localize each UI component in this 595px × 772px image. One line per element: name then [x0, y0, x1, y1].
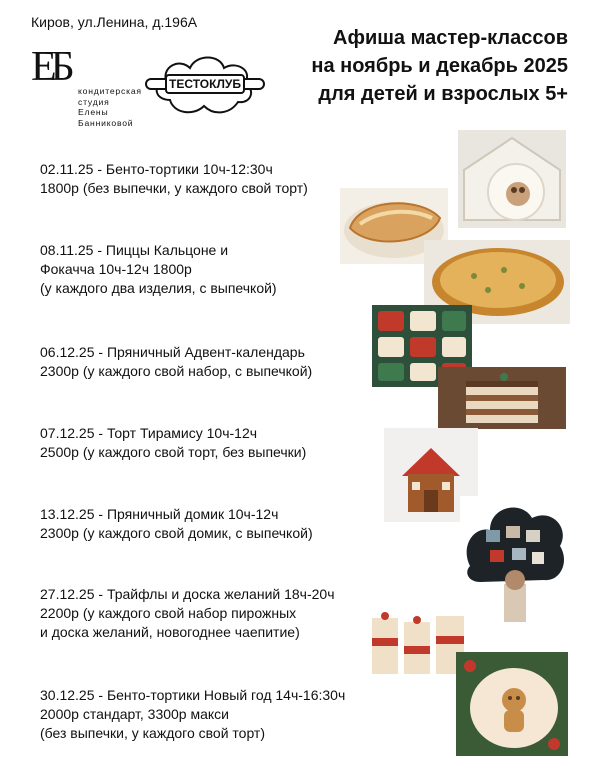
event-line: 1800р (без выпечки, у каждого свой торт) [40, 180, 308, 196]
title-line: Афиша мастер-классов [333, 27, 568, 49]
title-line: для детей и взрослых 5+ [318, 83, 568, 105]
studio-logo-line: студия [78, 96, 110, 107]
event-item [40, 505, 313, 543]
event-line: 06.12.25 - Пряничный Адвент-календарь [40, 344, 305, 360]
event-line: 07.12.25 - Торт Тирамису 10ч-12ч [40, 425, 258, 441]
studio-logo-line: Банниковой [78, 117, 134, 128]
studio-logo-mark: ЕБ [31, 44, 69, 90]
tiramisu-photo [438, 367, 566, 429]
event-line: и доска желаний, новогоднее чаепитие) [40, 624, 300, 640]
page-title [311, 24, 568, 108]
event-line: 30.12.25 - Бенто-тортики Новый год 14ч-16:30ч [40, 687, 346, 703]
event-line: 2300р (у каждого свой домик, с выпечкой) [40, 525, 313, 541]
event-line: 2500р (у каждого свой торт, без выпечки) [40, 444, 307, 460]
event-line: 08.11.25 - Пиццы Кальцоне и [40, 242, 229, 258]
studio-logo-line: кондитерская [78, 86, 142, 96]
title-line: на ноябрь и декабрь 2025 [311, 55, 568, 77]
event-item [40, 424, 306, 462]
event-line: 2200р (у каждого свой набор пирожных [40, 605, 297, 621]
testoclub-logo [140, 48, 270, 122]
trifles-photo [366, 602, 470, 682]
wish-board-photo [460, 496, 570, 622]
event-line: 2000р стандарт, 3300р макси [40, 706, 229, 722]
event-line: 27.12.25 - Трайфлы и доска желаний 18ч-20ч [40, 586, 335, 602]
bento-cake-photo [458, 130, 566, 228]
address: Киров, ул.Ленина, д.196А [31, 14, 198, 30]
event-item [40, 241, 277, 298]
event-line: 2300р (у каждого свой набор, с выпечкой) [40, 363, 313, 379]
studio-logo-subtitle [78, 86, 142, 128]
event-line: 02.11.25 - Бенто-тортики 10ч-12:30ч [40, 161, 273, 177]
event-item [40, 160, 308, 198]
event-item [40, 343, 312, 381]
event-item [40, 686, 345, 743]
event-item [40, 585, 335, 642]
event-line: (без выпечки, у каждого свой торт) [40, 725, 266, 741]
studio-logo-line: Елены [78, 107, 109, 117]
new-year-bento-photo [456, 652, 568, 756]
event-line: 13.12.25 - Пряничный домик 10ч-12ч [40, 506, 279, 522]
event-line: Фокачча 10ч-12ч 1800р [40, 261, 192, 277]
event-line: (у каждого два изделия, с выпечкой) [40, 280, 277, 296]
testoclub-logo-text: ТЕСТОКЛУБ [169, 77, 241, 91]
